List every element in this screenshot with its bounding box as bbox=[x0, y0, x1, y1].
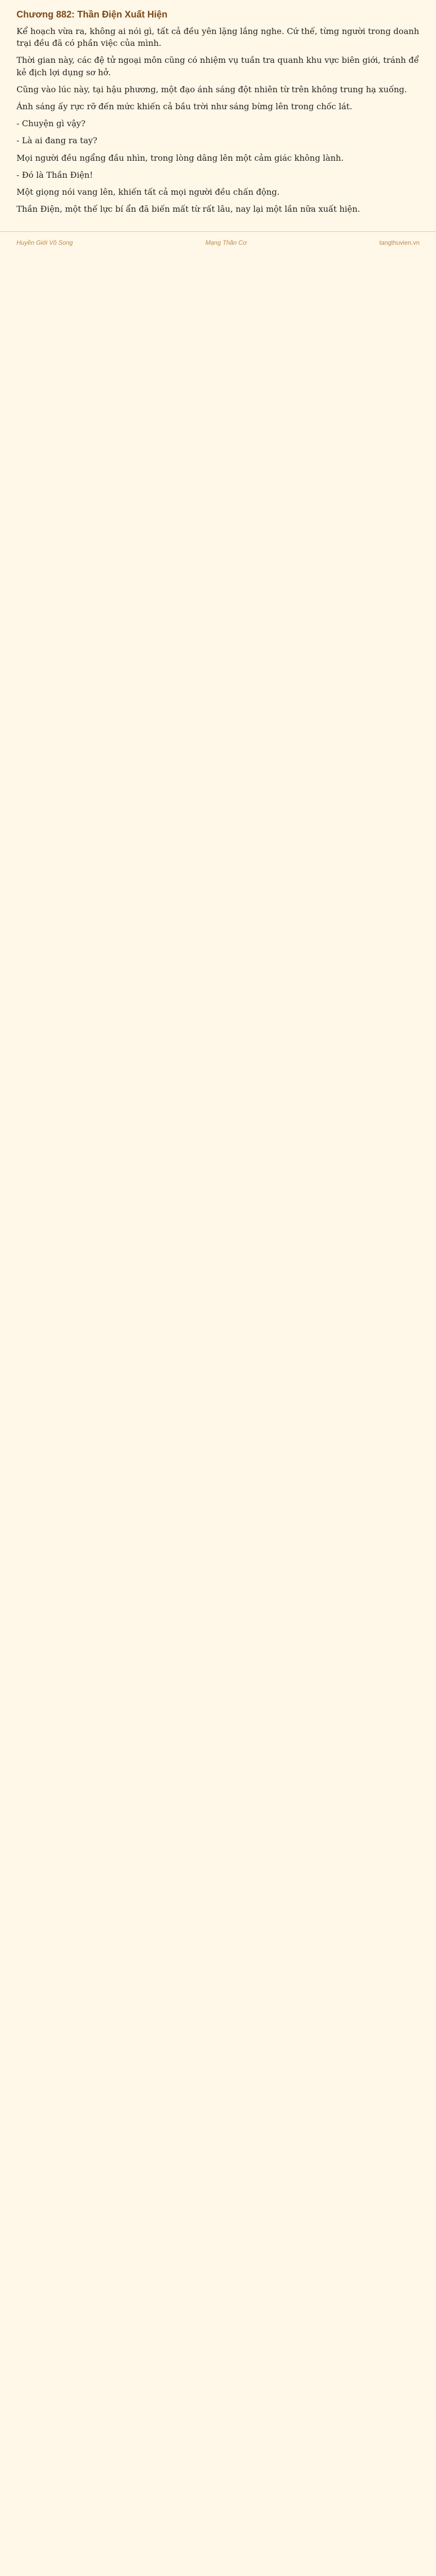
watermark-mid: Mạng Thần Cơ bbox=[205, 239, 247, 247]
paragraph-4: Ánh sáng ấy rực rỡ đến mức khiến cả bầu trời như sáng bừng lên trong chốc lát. bbox=[16, 101, 353, 111]
paragraph-3: Cũng vào lúc này, tại hậu phương, một đạo ánh sáng đột nhiên từ trên không trung hạ xuống. bbox=[16, 84, 407, 94]
paragraph-10: Thần Điện, một thế lực bí ẩn đã biến mất từ rất lâu, nay lại một lần nữa xuất hiện. bbox=[16, 204, 360, 214]
paragraph-5: - Chuyện gì vậy? bbox=[16, 118, 86, 129]
paragraph-8: - Đó là Thần Điện! bbox=[16, 170, 93, 180]
chapter-section bbox=[0, 0, 436, 225]
divider bbox=[0, 231, 436, 232]
chapter-title: Chương 882: Thần Điện Xuất Hiện bbox=[16, 9, 167, 20]
watermark-right: tangthuvien.vn bbox=[379, 239, 420, 247]
paragraph-9: Một giọng nói vang lên, khiến tất cả mọi người đều chấn động. bbox=[16, 187, 280, 197]
watermark-left: Huyền Giới Vô Song bbox=[16, 239, 73, 247]
paragraph-7: Mọi người đều ngẩng đầu nhìn, trong lòng dâng lên một cảm giác không lành. bbox=[16, 152, 344, 163]
watermark-row bbox=[0, 236, 436, 249]
paragraph-6: - Là ai đang ra tay? bbox=[16, 135, 97, 146]
paragraph-1: Kể hoạch vừa ra, không ai nói gì, tất cả đều yên lặng lắng nghe. Cứ thế, từng người trong doanh trại đều đã có phần việc của mình. bbox=[16, 26, 420, 48]
paragraph-2: Thời gian này, các đệ tử ngoại môn cũng có nhiệm vụ tuần tra quanh khu vực biên giới, tránh để kẻ địch lợi dụng sơ hở. bbox=[16, 55, 419, 77]
